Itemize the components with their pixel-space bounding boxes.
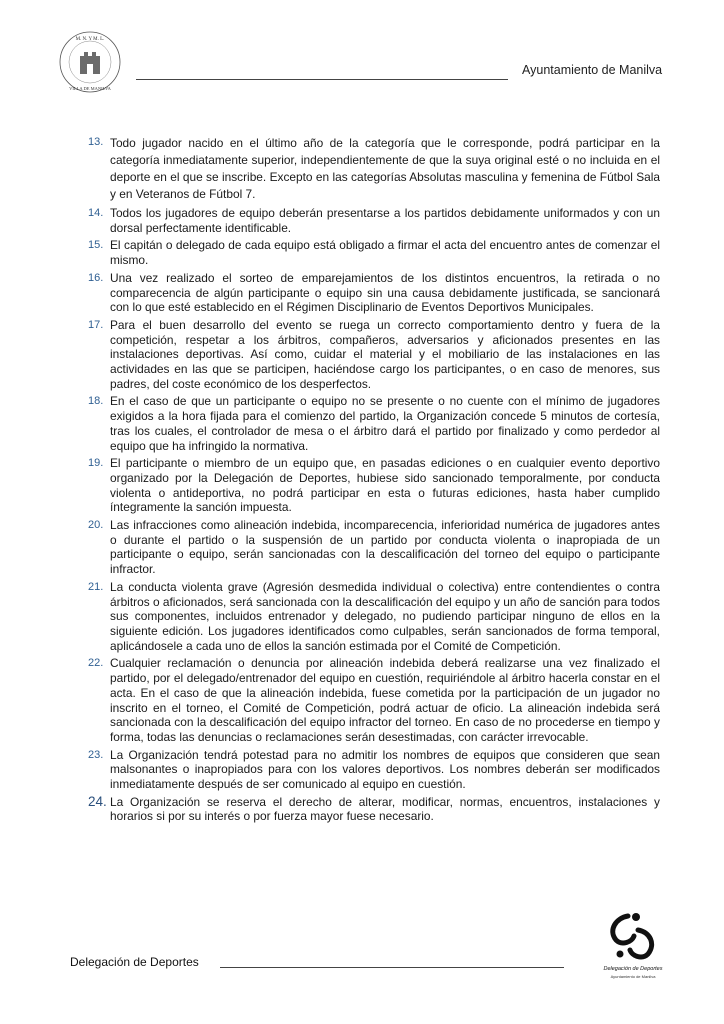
item-text: La Organización se reserva el derecho de alterar, modificar, normas, encuentros, instalaciones y horarios si por su interés o por fuerza mayor fuese necesario. [110,794,660,824]
footer-rule [220,967,564,968]
item-number: 16. [88,271,104,284]
item-number: 23. [88,748,104,761]
item-text: Todos los jugadores de equipo deberán presentarse a los partidos debidamente uniformados y con un dorsal perfectamente identificable. [110,206,660,235]
list-item-24 [88,795,660,824]
list-item-19 [88,456,660,515]
rules-list [88,135,660,827]
item-number: 20. [88,519,104,532]
list-item-20 [88,518,660,577]
item-number: 14. [88,207,104,219]
header-rule [136,79,508,80]
header-organization: Ayuntamiento de Manilva [522,63,663,77]
municipal-crest [58,30,122,94]
item-number: 17. [88,318,104,331]
item-text: El participante o miembro de un equipo que, en pasadas ediciones o en cualquier evento deportivo organizado por la Delegación de Deportes, hubiese sido sancionado temporalmente, por conducta violenta o antideportiva, no podrá participar en esta o futuras ediciones, hasta haber cumplido íntegramente la sanción impuesta. [110,456,660,515]
list-item-23 [88,748,660,792]
svg-text:VILLA DE MANILVA: VILLA DE MANILVA [69,86,111,91]
list-item-15 [88,238,660,267]
item-text: Cualquier reclamación o denuncia por alineación indebida deberá realizarse una vez finalizado el partido, por el delegado/entrenador del equipo en cuestión, requiriéndole al árbitro hacerla constar en el acta. En el caso de que la alineación indebida, fuese cometida por la participación de un jugador no inscrito en el torneo, el Comité de Competición, podrá actuar de oficio. La alineación indebida será sancionada con la descalificación del equipo infractor del torneo. En caso de no procederse en tiempo y forma, todas las denuncias o reclamaciones serán desestimadas, con carácter irrevocable. [110,656,660,744]
item-number: 21. [88,580,104,593]
item-number: 22. [88,657,104,670]
item-text: Una vez realizado el sorteo de emparejamientos de los distintos encuentros, la retirada o no comparecencia de algún participante o equipo sin una causa debidamente justificada, se sancionará con lo que esté establecido en el Régimen Disciplinario de Eventos Deportivos Municipales. [110,270,660,315]
item-text: La conducta violenta grave (Agresión desmedida individual o colectiva) entre contendientes o contra árbitros o aficionados, será sancionada con la descalificación del equipo y un año de sanción para todos sus componentes, incluidos entrenador y delegado, no pudiendo participar ninguno de ellos en la siguiente edición. Los jugadores identificados como culpables, serán sancionados de forma temporal, aplicándosele a cada uno de ellos la sanción estimada por el Comité de Competición. [110,579,660,653]
list-item-16 [88,271,660,315]
item-text: El capitán o delegado de cada equipo está obligado a firmar el acta del encuentro antes de comenzar el mismo. [110,238,660,268]
list-item-22 [88,656,660,744]
list-item-18 [88,394,660,453]
svg-text:Delegación de Deportes: Delegación de Deportes [603,966,663,972]
item-text: Las infracciones como alineación indebida, incomparecencia, inferioridad numérica de jugadores antes o durante el partido o la suspensión de un partido por conducta violenta o inapropiada de un participante o equipo, serán sancionadas con la descalificación del torneo del equipo o participante infractor. [110,518,660,577]
list-item-14 [88,206,660,235]
list-item-21 [88,580,660,654]
svg-text:Ayuntamiento de Manilva: Ayuntamiento de Manilva [610,974,656,979]
item-number: 15. [88,239,104,252]
svg-text:M. N. Y M. L.: M. N. Y M. L. [75,37,105,42]
sports-department-logo [598,908,668,984]
list-item-13 [88,135,660,203]
item-number: 19. [88,457,104,470]
item-number: 24. [88,793,107,809]
item-text: La Organización tendrá potestad para no admitir los nombres de equipos que consideren que sean malsonantes o inapropiados para con los valores deportivos. Los nombres deberán ser modificados inmediatamente después de ser comunicado al equipo en cuestión. [110,747,660,792]
item-number: 18. [88,395,104,408]
list-item-17 [88,318,660,392]
item-text: Para el buen desarrollo del evento se ruega un correcto comportamiento dentro y fuera de la competición, respetar a los árbitros, compañeros, adversarios y aficionados presentes en las instalaciones deportivas. Así como, cuidar el material y el mobiliario de las instalaciones en las actividades en las que se participen, haciéndose cargo los participantes, o en caso de menores, sus padres, del coste económico de los desperfectos. [110,317,660,391]
footer-department: Delegación de Deportes [70,955,199,969]
item-text: Todo jugador nacido en el último año de la categoría que le corresponde, podrá participar en la categoría inmediatamente superior, independientemente de que la suya original esté o no incluida en el deporte en el que se inscribe. Excepto en las categorías Absolutas masculina y femenina de Fútbol Sala y en Veteranos de Fútbol 7. [110,136,660,201]
item-text: En el caso de que un participante o equipo no se presente o no cuente con el mínimo de jugadores exigidos a la hora fijada para el comienzo del partido, la Organización concede 5 minutos de cortesía, tras los cuales, el controlador de mesa o el árbitro dará el partido por finalizado y como perdedor al equipo que ha infringido la normativa. [110,394,660,453]
item-number: 13. [88,136,104,148]
